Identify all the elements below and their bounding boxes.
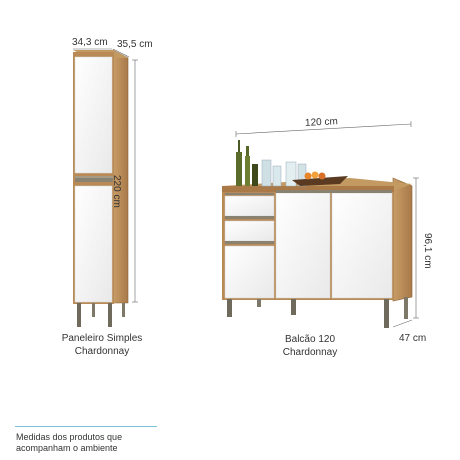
pantry-finish: Chardonnay [74,346,130,357]
pantry-name: Paneleiro Simples [61,333,143,344]
pantry-depth-label: 34,3 cm [72,37,108,48]
counter-width-label: 120 cm [304,116,339,129]
counter-name: Balcão 120 [284,334,336,345]
counter-caption [260,333,360,359]
footer-note-line1: Medidas dos produtos que [16,432,123,442]
pantry-caption [52,332,152,358]
footer-note-line2: acompanham o ambiente [16,443,118,453]
footer-divider [15,426,157,427]
pantry-height-label: 220 cm [111,175,122,208]
counter-cabinet [222,140,412,328]
counter-finish: Chardonnay [282,347,338,358]
counter-height-label: 96,1 cm [422,233,433,269]
pantry-width-label: 35,5 cm [117,39,153,50]
counter-decor [236,140,348,186]
counter-depth-label: 47 cm [399,333,427,344]
footer-note [16,432,122,454]
